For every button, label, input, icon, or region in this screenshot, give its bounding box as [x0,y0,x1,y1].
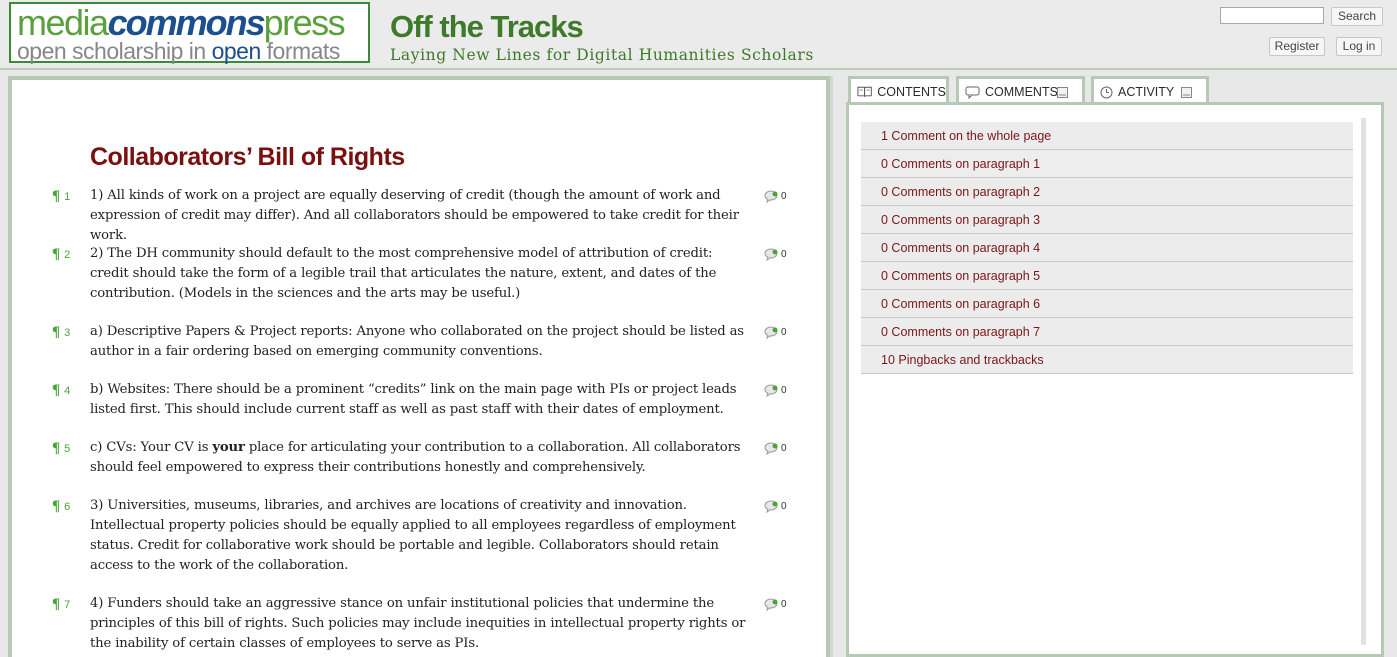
site-logo[interactable] [9,2,370,63]
comment-bubble-icon [764,500,779,513]
logo-wordmark: mediacommonspress [17,2,345,43]
paragraph-text: 2) The DH community should default to the most comprehensive model of attribution of credit: credit should take the form of a legible trail that articulates the nature, extent, and dates of the contribution. (Models in the sciences and the arts may be useful.) [90,246,717,301]
paragraph-marker[interactable]: ¶ 3 [52,324,71,340]
comment-bubble-icon [764,384,779,397]
paragraph-marker[interactable]: ¶ 7 [52,596,71,612]
logo-tagline: open scholarship in open formats [17,38,340,64]
paragraph-marker[interactable]: ¶ 6 [52,498,71,514]
main-content-panel [8,76,830,657]
paragraph-comment-count[interactable]: 0 [764,326,787,339]
paragraph-marker[interactable]: ¶ 4 [52,382,71,398]
sidebar-scroll-shadow [1361,118,1366,645]
comment-link-whole-page[interactable]: 1 Comment on the whole page [861,122,1353,150]
paragraph-text: b) Websites: There should be a prominent “credits” link on the main page with PIs or project leads listed first. This should include current staff as well as past staff with their dates of employment. [90,382,737,417]
login-button[interactable]: Log in [1336,37,1382,56]
site-header [0,0,1397,70]
search-input[interactable] [1220,7,1324,24]
comment-bubble-icon [764,326,779,339]
page-title: Collaborators’ Bill of Rights [90,143,405,171]
clock-icon [1100,86,1113,99]
paragraph-text: 4) Funders should take an aggressive stance on unfair institutional policies that undermine the principles of this bill of rights. Such policies may include inequities in intellectual property rights or the inability of certain classes of employees to serve as PIs. [90,596,746,651]
comment-bubble-icon [764,248,779,261]
paragraph-text: a) Descriptive Papers & Project reports: Anyone who collaborated on the project should be listed as author in a fair ordering based on emerging community conventions. [90,324,744,359]
pingbacks-link[interactable]: 10 Pingbacks and trackbacks [861,346,1353,374]
speech-bubble-icon [965,86,980,99]
tab-activity[interactable]: ACTIVITY [1091,76,1209,105]
paragraph-comment-count[interactable]: 0 [764,598,787,611]
paragraph-comment-count[interactable]: 0 [764,384,787,397]
comment-bubble-icon [764,598,779,611]
search-button[interactable]: Search [1331,7,1383,26]
panel-toggle-icon[interactable] [1181,87,1192,98]
register-button[interactable]: Register [1269,37,1325,56]
paragraph-comment-count[interactable]: 0 [764,190,787,203]
paragraph-text: 1) All kinds of work on a project are equally deserving of credit (though the amount of work and expression of credit may differ). And all collaborators should be empowered to take credit for their work. [90,188,739,243]
comment-link-paragraph-7[interactable]: 0 Comments on paragraph 7 [861,318,1353,346]
paragraph-comment-count[interactable]: 0 [764,442,787,455]
paragraph-text: 3) Universities, museums, libraries, and archives are locations of creativity and innovation. Intellectual property policies should be equally applied to all employees regardless of employment status. Credit for collaborative work should be portable and legible. Collaborators should retain access to the work of the collaboration. [90,498,736,573]
paragraph-comment-count[interactable]: 0 [764,500,787,513]
paragraph-marker[interactable]: ¶ 2 [52,246,71,262]
paragraph-marker[interactable]: ¶ 5 [52,440,71,456]
site-tagline: Laying New Lines for Digital Humanities Scholars [390,46,814,64]
comment-bubble-icon [764,442,779,455]
comments-list [861,122,1353,374]
paragraph-marker[interactable]: ¶ 1 [52,188,71,204]
tab-contents[interactable]: CONTENTS [848,76,949,105]
comment-link-paragraph-4[interactable]: 0 Comments on paragraph 4 [861,234,1353,262]
comments-sidebar [846,102,1384,657]
paragraph-text: c) CVs: Your CV is your place for articulating your contribution to a collaboration. All collaborators should feel empowered to express their contributions honestly and comprehensively. [90,440,741,475]
comment-link-paragraph-6[interactable]: 0 Comments on paragraph 6 [861,290,1353,318]
book-icon [857,86,872,98]
comment-link-paragraph-3[interactable]: 0 Comments on paragraph 3 [861,206,1353,234]
comment-link-paragraph-5[interactable]: 0 Comments on paragraph 5 [861,262,1353,290]
tab-comments[interactable]: COMMENTS [956,76,1085,105]
comment-bubble-icon [764,190,779,203]
panel-toggle-icon[interactable] [1057,87,1068,98]
comment-link-paragraph-1[interactable]: 0 Comments on paragraph 1 [861,150,1353,178]
paragraph-comment-count[interactable]: 0 [764,248,787,261]
comment-link-paragraph-2[interactable]: 0 Comments on paragraph 2 [861,178,1353,206]
site-title[interactable]: Off the Tracks [390,9,583,44]
